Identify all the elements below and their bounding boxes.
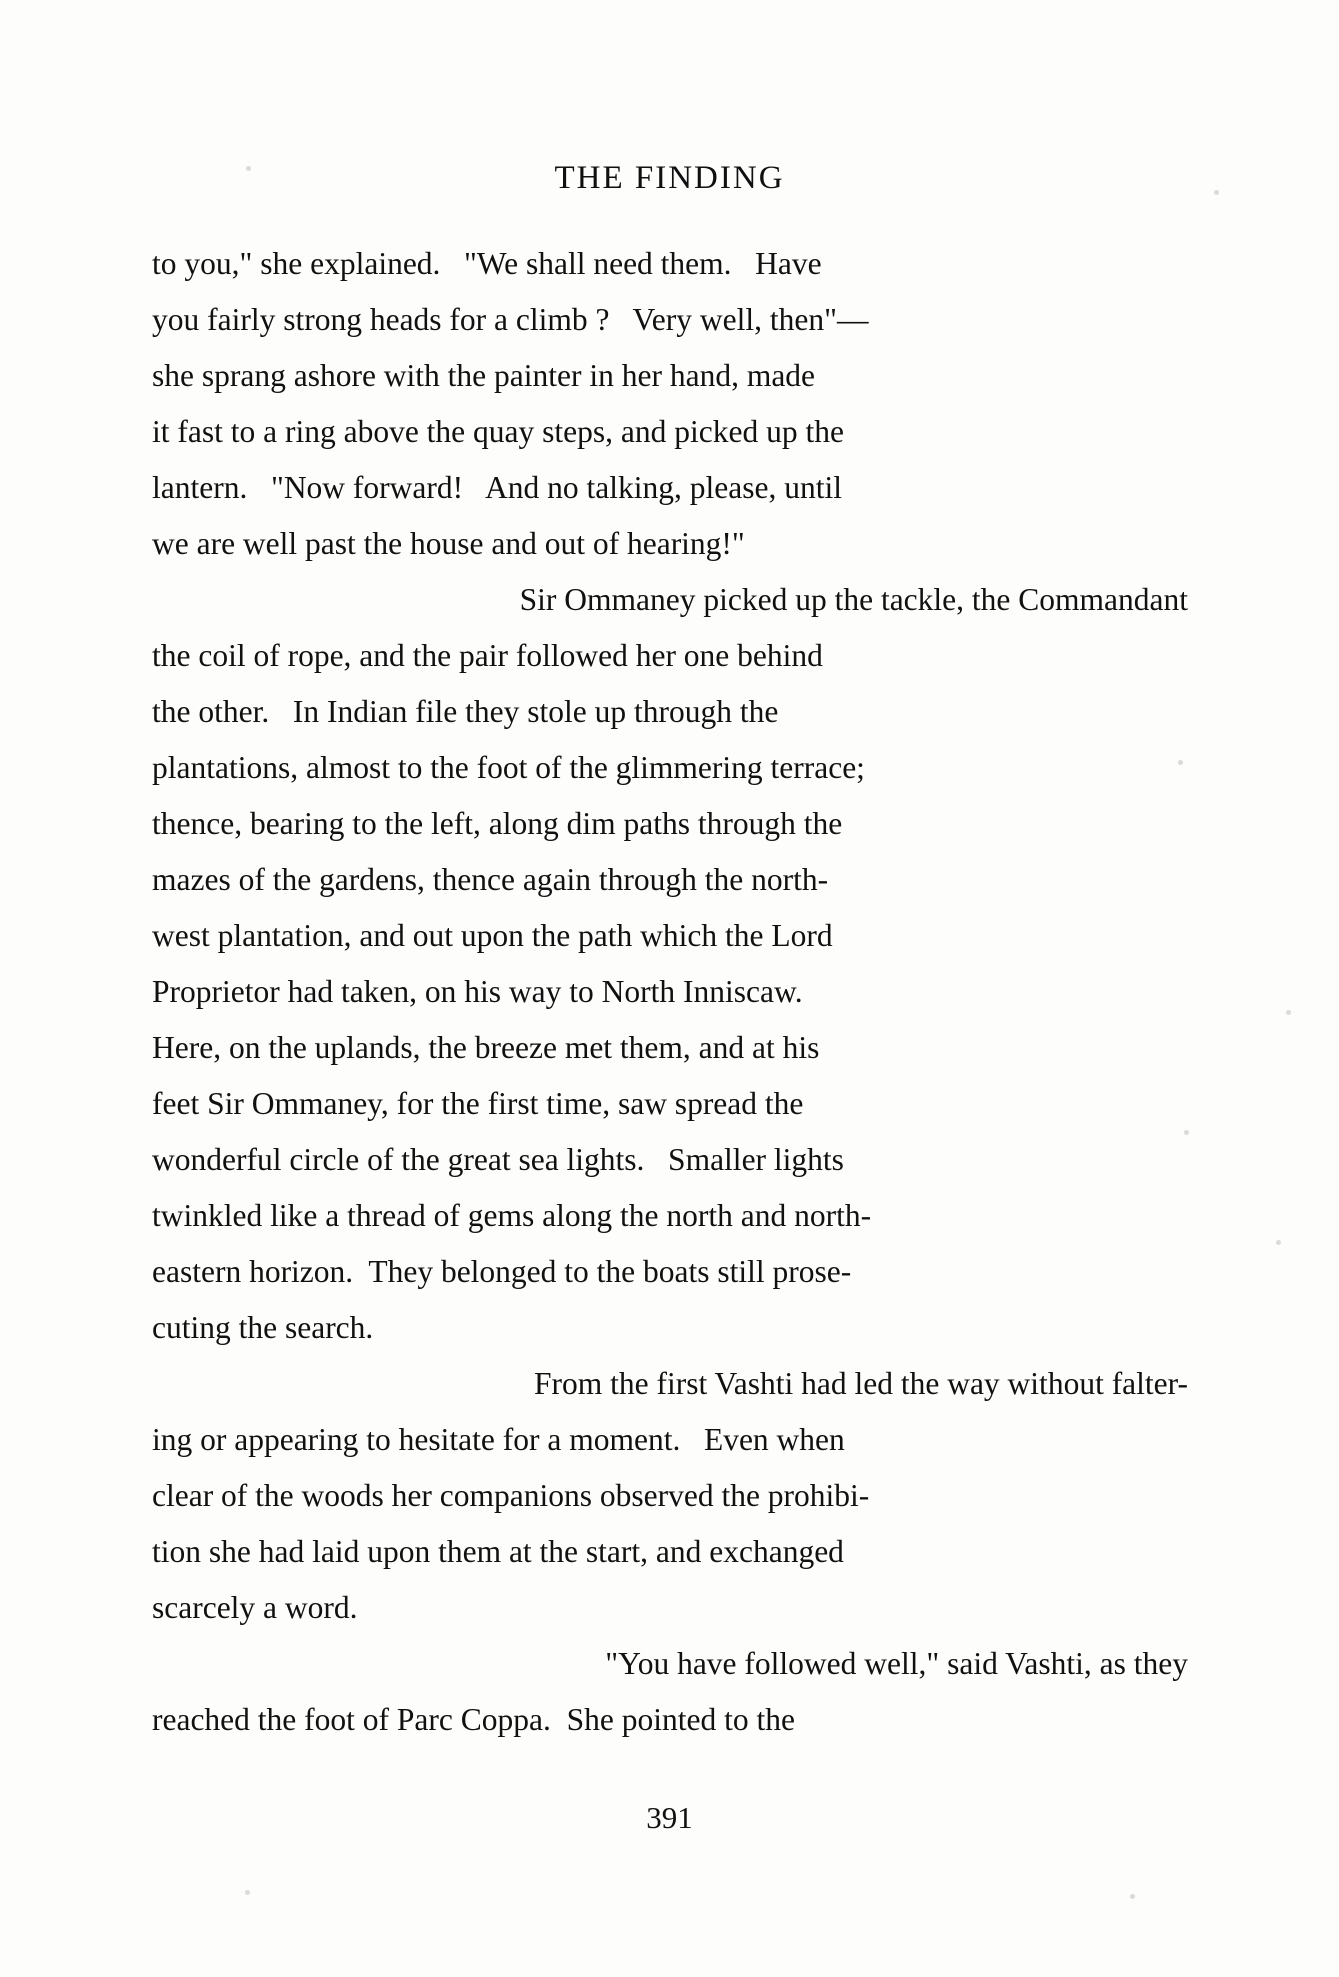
text-line: the other. In Indian file they stole up through the xyxy=(152,694,779,729)
text-line: wonderful circle of the great sea lights. Smaller lights xyxy=(152,1142,844,1177)
text-line: to you," she explained. "We shall need them. Have xyxy=(152,246,822,281)
text-line: mazes of the gardens, thence again through the north- xyxy=(152,862,829,897)
text-line: twinkled like a thread of gems along the north and north- xyxy=(152,1198,872,1233)
paragraph xyxy=(152,1636,1188,1748)
paragraph xyxy=(152,1356,1188,1636)
text-line: feet Sir Ommaney, for the first time, saw spread the xyxy=(152,1086,804,1121)
text-line: we are well past the house and out of hearing!" xyxy=(152,526,745,561)
page-number: 391 xyxy=(646,1800,693,1835)
text-line: Here, on the uplands, the breeze met them, and at his xyxy=(152,1030,820,1065)
paragraph-indent xyxy=(152,1636,190,1692)
text-line: lantern. "Now forward! And no talking, please, until xyxy=(152,470,842,505)
paragraph-indent xyxy=(152,1356,190,1412)
text-line: clear of the woods her companions observed the prohibi- xyxy=(152,1478,870,1513)
text-line: eastern horizon. They belonged to the boats still prose- xyxy=(152,1254,852,1289)
text-line: "You have followed well," said Vashti, as they xyxy=(152,1636,1188,1692)
text-line: Proprietor had taken, on his way to North Inniscaw. xyxy=(152,974,803,1009)
text-line: From the first Vashti had led the way without falter- xyxy=(152,1356,1188,1412)
text-line: reached the foot of Parc Coppa. She pointed to the xyxy=(152,1702,795,1737)
running-head: THE FINDING xyxy=(554,160,785,196)
scan-speck xyxy=(245,1890,250,1895)
paragraph xyxy=(152,236,1188,572)
scan-speck xyxy=(1130,1894,1135,1899)
text-line: west plantation, and out upon the path which the Lord xyxy=(152,918,833,953)
scan-speck xyxy=(1214,190,1219,195)
text-line: cuting the search. xyxy=(152,1310,374,1345)
scan-speck xyxy=(1184,1130,1189,1135)
text-line: plantations, almost to the foot of the glimmering terrace; xyxy=(152,750,865,785)
paragraph-indent xyxy=(152,572,190,628)
text-line: Sir Ommaney picked up the tackle, the Commandant xyxy=(152,572,1188,628)
scan-speck xyxy=(1276,1240,1281,1245)
page-body xyxy=(152,236,1188,1748)
text-line: you fairly strong heads for a climb ? Very well, then"— xyxy=(152,302,869,337)
scan-speck xyxy=(1286,1010,1291,1015)
text-line: thence, bearing to the left, along dim paths through the xyxy=(152,806,843,841)
text-line: scarcely a word. xyxy=(152,1590,358,1625)
text-line: ing or appearing to hesitate for a moment. Even when xyxy=(152,1422,845,1457)
text-line: it fast to a ring above the quay steps, and picked up the xyxy=(152,414,844,449)
text-line: the coil of rope, and the pair followed her one behind xyxy=(152,638,823,673)
text-line: she sprang ashore with the painter in her hand, made xyxy=(152,358,816,393)
text-line: tion she had laid upon them at the start, and exchanged xyxy=(152,1534,844,1569)
scan-speck xyxy=(1178,760,1183,765)
scan-speck xyxy=(246,166,251,171)
paragraph xyxy=(152,572,1188,1356)
